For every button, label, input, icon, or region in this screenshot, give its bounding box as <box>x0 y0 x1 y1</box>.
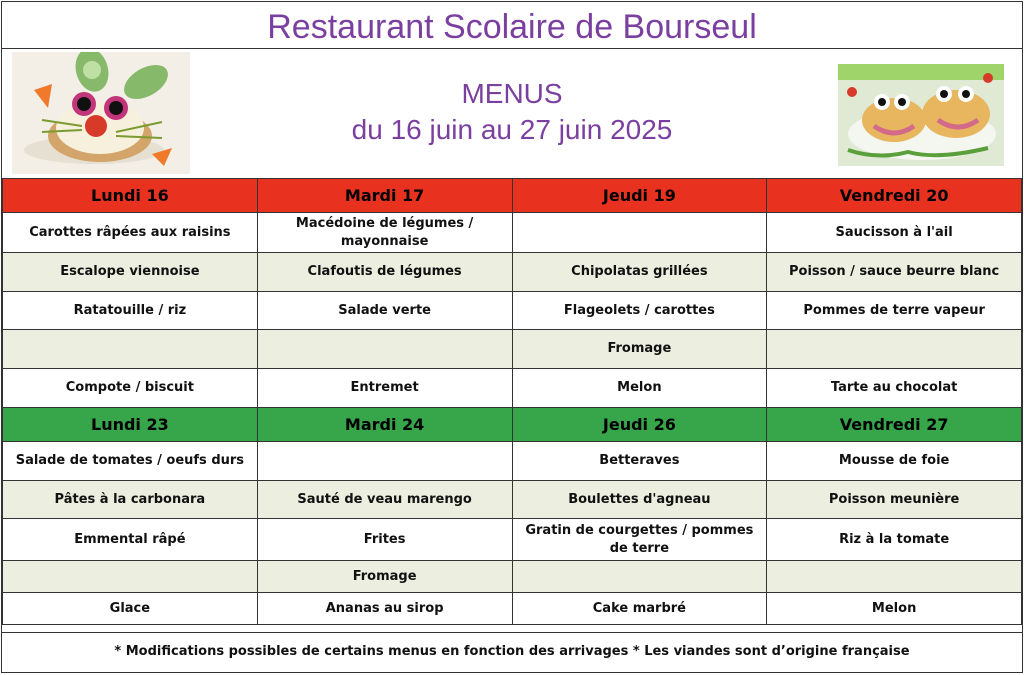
menu-row <box>3 253 1022 292</box>
menu-row <box>3 330 1022 369</box>
menu-period: du 16 juin au 27 juin 2025 <box>351 114 673 145</box>
menu-cell: Cake marbré <box>512 593 767 625</box>
menu-cell: Tarte au chocolat <box>767 369 1022 408</box>
menu-cell: Fromage <box>512 330 767 369</box>
menu-cell: Mousse de foie <box>767 442 1022 481</box>
day-header: Mardi 17 <box>257 179 512 213</box>
menu-row <box>3 442 1022 481</box>
menu-cell: Ratatouille / riz <box>3 292 258 330</box>
menu-sheet <box>1 1 1023 673</box>
menu-cell <box>767 330 1022 369</box>
menu-cell <box>257 442 512 481</box>
day-header: Lundi 16 <box>3 179 258 213</box>
menu-cell: Compote / biscuit <box>3 369 258 408</box>
menu-cell <box>257 330 512 369</box>
menu-row <box>3 519 1022 561</box>
day-header: Jeudi 19 <box>512 179 767 213</box>
menu-table <box>2 178 1022 625</box>
menu-cell: Melon <box>767 593 1022 625</box>
menu-cell: Salade verte <box>257 292 512 330</box>
menu-cell: Gratin de courgettes / pommes de terre <box>512 519 767 561</box>
menu-row <box>3 481 1022 519</box>
menu-cell <box>3 330 258 369</box>
menu-cell: Sauté de veau marengo <box>257 481 512 519</box>
menu-cell: Entremet <box>257 369 512 408</box>
menu-cell <box>767 561 1022 593</box>
menu-cell <box>512 213 767 253</box>
menu-cell <box>512 561 767 593</box>
menus-heading: MENUS <box>461 78 563 109</box>
food-face-image-left <box>12 52 190 174</box>
menu-cell: Melon <box>512 369 767 408</box>
day-header: Vendredi 27 <box>767 408 1022 442</box>
day-header: Lundi 23 <box>3 408 258 442</box>
menu-cell: Carottes râpées aux raisins <box>3 213 258 253</box>
menu-cell: Fromage <box>257 561 512 593</box>
week1-header-row <box>3 179 1022 213</box>
menu-cell: Ananas au sirop <box>257 593 512 625</box>
menu-cell: Poisson / sauce beurre blanc <box>767 253 1022 292</box>
menu-cell: Macédoine de légumes / mayonnaise <box>257 213 512 253</box>
menu-cell: Emmental râpé <box>3 519 258 561</box>
menu-cell: Pâtes à la carbonara <box>3 481 258 519</box>
menu-cell: Escalope viennoise <box>3 253 258 292</box>
menu-cell: Pommes de terre vapeur <box>767 292 1022 330</box>
menu-cell: Glace <box>3 593 258 625</box>
day-header: Jeudi 26 <box>512 408 767 442</box>
menu-row <box>3 593 1022 625</box>
menu-cell: Poisson meunière <box>767 481 1022 519</box>
menu-cell: Saucisson à l'ail <box>767 213 1022 253</box>
menu-cell <box>3 561 258 593</box>
menu-cell: Betteraves <box>512 442 767 481</box>
week2-header-row <box>3 408 1022 442</box>
menu-row <box>3 213 1022 253</box>
menu-cell: Riz à la tomate <box>767 519 1022 561</box>
title-divider <box>2 48 1022 49</box>
menu-cell: Clafoutis de légumes <box>257 253 512 292</box>
day-header: Mardi 24 <box>257 408 512 442</box>
menu-cell: Salade de tomates / oeufs durs <box>3 442 258 481</box>
food-face-image-right <box>838 64 1004 166</box>
menu-row <box>3 292 1022 330</box>
menu-cell: Chipolatas grillées <box>512 253 767 292</box>
menu-row <box>3 561 1022 593</box>
footer-note: * Modifications possibles de certains menus en fonction des arrivages * Les viandes sont d’origine française <box>2 632 1022 673</box>
page-title: Restaurant Scolaire de Bourseul <box>267 8 757 46</box>
menu-cell: Boulettes d'agneau <box>512 481 767 519</box>
menu-cell: Flageolets / carottes <box>512 292 767 330</box>
day-header: Vendredi 20 <box>767 179 1022 213</box>
frog-bun-illustration <box>838 64 1004 166</box>
menu-row <box>3 369 1022 408</box>
menu-cell: Frites <box>257 519 512 561</box>
bunny-toast-illustration <box>12 52 190 174</box>
